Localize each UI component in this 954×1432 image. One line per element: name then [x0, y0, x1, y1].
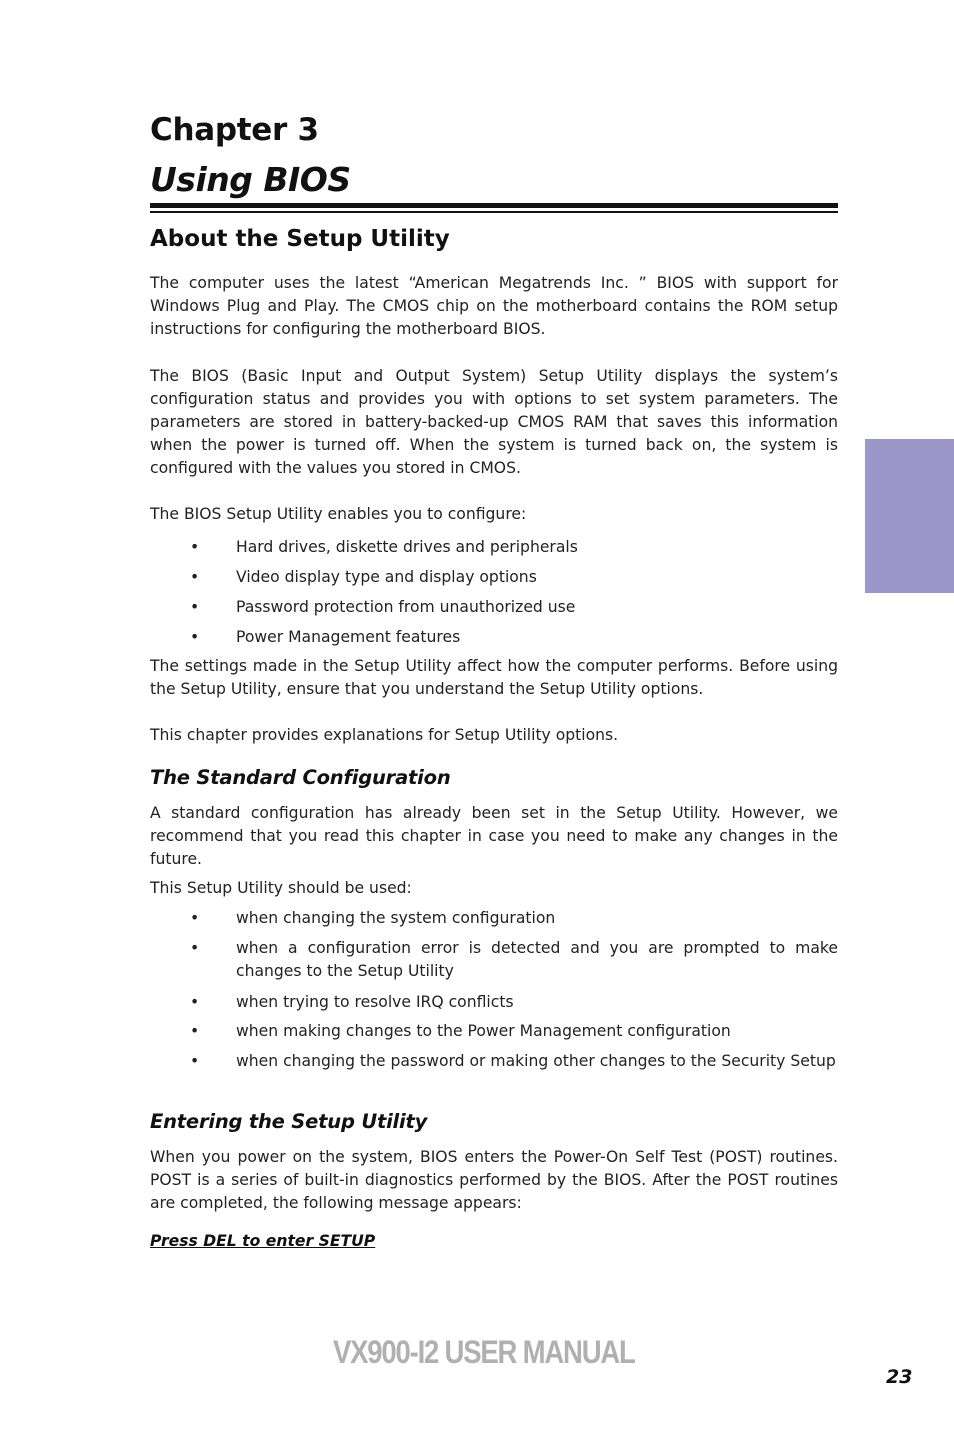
sub-heading-standard-configuration: The Standard Configuration — [150, 766, 451, 789]
bullet-icon: • — [190, 909, 200, 927]
about-paragraph-1: The computer uses the latest “American Megatrends Inc. ” BIOS with support for Windows Plug and Play. The CMOS chip on the motherboard contains the ROM setup instructions for configuring the motherboard BIOS. — [150, 274, 838, 338]
setup-message: Press DEL to enter SETUP — [150, 1232, 376, 1250]
entering-paragraph-1: When you power on the system, BIOS enters the Power-On Self Test (POST) routines. POST is a series of built-in diagnostics performed by the BIOS. After the POST routines are completed, the following message appears: — [150, 1148, 838, 1212]
list-item-text: Hard drives, diskette drives and peripherals — [236, 538, 578, 556]
list-item-text: when changing the password or making other changes to the Security Setup — [236, 1052, 836, 1070]
chapter-side-tab — [865, 439, 954, 593]
list-item-text: Power Management features — [236, 628, 461, 646]
sub-heading-entering-setup: Entering the Setup Utility — [150, 1110, 428, 1133]
bullet-icon: • — [190, 939, 200, 957]
bullet-icon: • — [190, 598, 200, 616]
about-paragraph-5: This chapter provides explanations for Setup Utility options. — [150, 726, 619, 744]
section-heading-about: About the Setup Utility — [150, 226, 450, 252]
about-paragraph-4: The settings made in the Setup Utility affect how the computer performs. Before using the Setup Utility, ensure that you understand the Setup Utility options. — [150, 657, 838, 698]
chapter-title: Using BIOS — [150, 160, 351, 199]
about-paragraph-3: The BIOS Setup Utility enables you to configure: — [150, 505, 527, 523]
list-item-text: Password protection from unauthorized use — [236, 598, 576, 616]
title-rule-thin — [150, 211, 838, 213]
bullet-icon: • — [190, 538, 200, 556]
list-item-text: Video display type and display options — [236, 568, 537, 586]
list-item-text: when making changes to the Power Management configuration — [236, 1022, 731, 1040]
title-rule-thick — [150, 203, 838, 208]
manual-title: VX900-I2 USER MANUAL — [333, 1334, 635, 1370]
bullet-icon: • — [190, 1022, 200, 1040]
page-number: 23 — [886, 1366, 913, 1388]
list-item-text: when trying to resolve IRQ conflicts — [236, 993, 514, 1011]
bullet-icon: • — [190, 628, 200, 646]
bullet-icon: • — [190, 993, 200, 1011]
standard-paragraph-2: This Setup Utility should be used: — [150, 879, 412, 897]
bullet-icon: • — [190, 1052, 200, 1070]
chapter-number: Chapter 3 — [150, 112, 319, 148]
bullet-icon: • — [190, 568, 200, 586]
standard-paragraph-1: A standard configuration has already been set in the Setup Utility. However, we recommend that you read this chapter in case you need to make any changes in the future. — [150, 804, 838, 868]
about-paragraph-2: The BIOS (Basic Input and Output System) Setup Utility displays the system’s configuration status and provides you with options to set system parameters. The parameters are stored in battery-backed-up CMOS RAM that saves this information when the power is turned off. When the system is turned back on, the system is configured with the values you stored in CMOS. — [150, 367, 838, 477]
list-item-text: when changing the system configuration — [236, 909, 556, 927]
list-item-text: when a configuration error is detected and you are prompted to make changes to the Setup Utility — [236, 939, 838, 980]
